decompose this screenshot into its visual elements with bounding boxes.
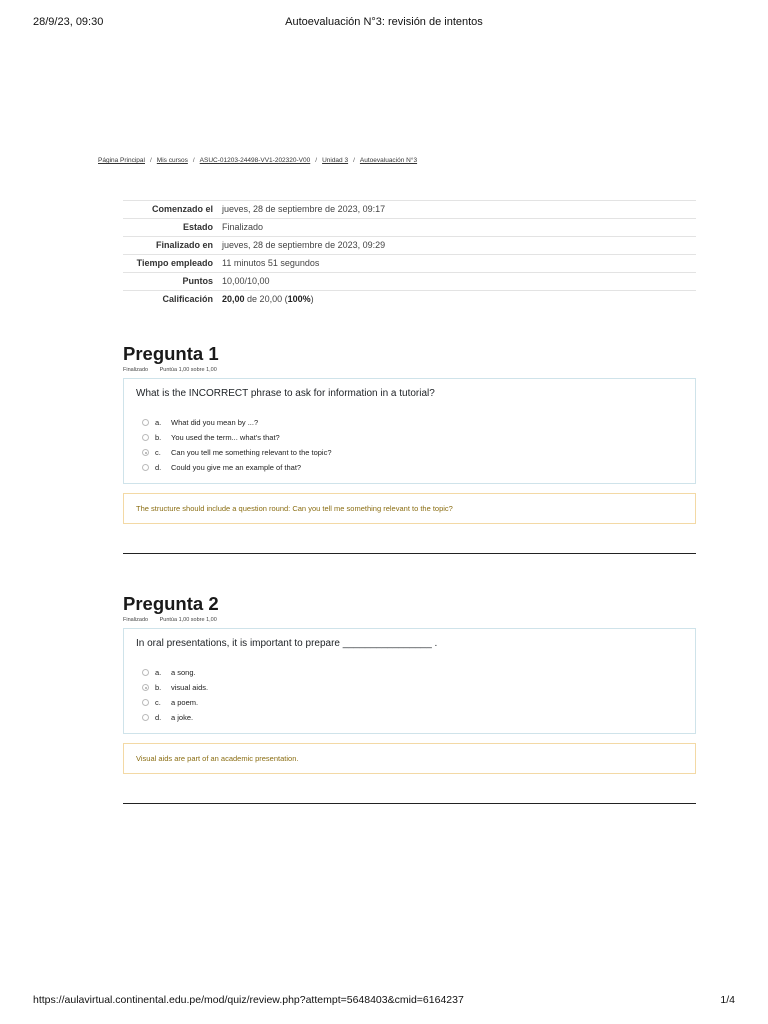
question-text: What is the INCORRECT phrase to ask for information in a tutorial?: [136, 388, 435, 399]
summary-label: Estado: [182, 222, 213, 232]
option-letter: a.: [155, 668, 162, 677]
answer-option[interactable]: [136, 430, 683, 445]
radio-button[interactable]: [142, 464, 149, 471]
option-text: What did you mean by ...?: [171, 418, 259, 427]
summary-row-grade: [123, 291, 696, 309]
attempt-summary-table: [123, 200, 696, 308]
print-header: [33, 16, 735, 30]
option-text: a poem.: [171, 698, 199, 707]
answer-option[interactable]: [136, 680, 683, 695]
question-content: [123, 628, 696, 734]
summary-value: 11 minutos 51 segundos: [222, 258, 320, 268]
answer-option[interactable]: [136, 665, 683, 680]
option-letter: b.: [155, 433, 162, 442]
summary-row-time-taken: [123, 255, 696, 273]
question-info: [123, 367, 696, 375]
summary-label: Puntos: [182, 276, 213, 286]
summary-row-marks: [123, 273, 696, 291]
radio-button[interactable]: [142, 434, 149, 441]
option-text: visual aids.: [171, 683, 209, 692]
breadcrumb-unit[interactable]: Unidad 3: [322, 157, 349, 164]
option-letter: c.: [155, 698, 161, 707]
option-text: Can you tell me something relevant to the topic?: [171, 448, 332, 457]
question-2: [123, 593, 696, 774]
print-datetime: 28/9/23, 09:30: [33, 16, 104, 28]
breadcrumb-my-courses[interactable]: Mis cursos: [156, 157, 188, 164]
grade-max: de 20,00: [247, 294, 283, 304]
option-letter: c.: [155, 448, 161, 457]
option-text: Could you give me an example of that?: [171, 463, 302, 472]
summary-row-started: [123, 201, 696, 219]
print-page-title: Autoevaluación N°3: revisión de intentos: [285, 16, 483, 28]
option-letter: b.: [155, 683, 162, 692]
summary-value: jueves, 28 de septiembre de 2023, 09:17: [222, 204, 386, 214]
summary-label: Finalizado en: [155, 240, 213, 250]
print-page-number: 1/4: [720, 994, 735, 1006]
question-status: Finalizado: [123, 617, 149, 623]
radio-button[interactable]: [142, 714, 149, 721]
option-letter: a.: [155, 418, 162, 427]
option-letter: d.: [155, 713, 162, 722]
question-1: [123, 343, 696, 524]
grade-percent: 100%: [287, 294, 311, 304]
question-status: Finalizado: [123, 367, 149, 373]
summary-row-finished: [123, 237, 696, 255]
summary-value: jueves, 28 de septiembre de 2023, 09:29: [222, 240, 386, 250]
question-content: [123, 378, 696, 484]
print-url: https://aulavirtual.continental.edu.pe/mod/quiz/review.php?attempt=5648403&cmid=6164237: [33, 994, 464, 1006]
answer-option[interactable]: [136, 445, 683, 460]
option-text: a song.: [171, 668, 196, 677]
question-feedback: The structure should include a question round: Can you tell me something relevant to the topic?: [123, 493, 696, 524]
answer-option[interactable]: [136, 460, 683, 475]
summary-value: 10,00/10,00: [222, 276, 270, 286]
question-divider: [123, 803, 696, 804]
answer-option[interactable]: [136, 695, 683, 710]
answer-option[interactable]: [136, 710, 683, 725]
grade-score: 20,00: [222, 294, 245, 304]
option-letter: d.: [155, 463, 162, 472]
question-info: [123, 617, 696, 625]
answer-option[interactable]: [136, 415, 683, 430]
summary-label: Tiempo empleado: [136, 258, 213, 268]
radio-button[interactable]: [142, 669, 149, 676]
question-title: Pregunta 2: [123, 593, 219, 614]
option-text: You used the term... what's that?: [171, 433, 280, 442]
summary-value: Finalizado: [222, 222, 264, 232]
print-footer: [33, 994, 735, 1008]
breadcrumb-quiz[interactable]: Autoevaluación N°3: [359, 157, 418, 164]
question-feedback: Visual aids are part of an academic presentation.: [123, 743, 696, 774]
summary-label: Calificación: [162, 294, 213, 304]
option-text: a joke.: [171, 713, 194, 722]
question-points: Puntúa 1,00 sobre 1,00: [159, 617, 217, 623]
breadcrumb-course[interactable]: ASUC-01203-24498-VV1-202320-V00: [199, 157, 311, 164]
question-points: Puntúa 1,00 sobre 1,00: [159, 367, 217, 373]
question-title: Pregunta 1: [123, 343, 219, 364]
question-divider: [123, 553, 696, 554]
question-text: In oral presentations, it is important to prepare ________________ .: [136, 638, 438, 649]
radio-button[interactable]: [142, 684, 149, 691]
radio-button[interactable]: [142, 699, 149, 706]
breadcrumb-home[interactable]: Página Principal: [98, 157, 145, 164]
summary-row-state: [123, 219, 696, 237]
breadcrumb: Página Principal / Mis cursos / ASUC-01203-24498-VV1-202320-V00 / Unidad 3 / Autoevaluación N°3: [98, 157, 418, 164]
grade-value: 20,00 de 20,00 (100%): [222, 294, 314, 304]
radio-button[interactable]: [142, 419, 149, 426]
summary-label: Comenzado el: [151, 204, 213, 214]
radio-button[interactable]: [142, 449, 149, 456]
